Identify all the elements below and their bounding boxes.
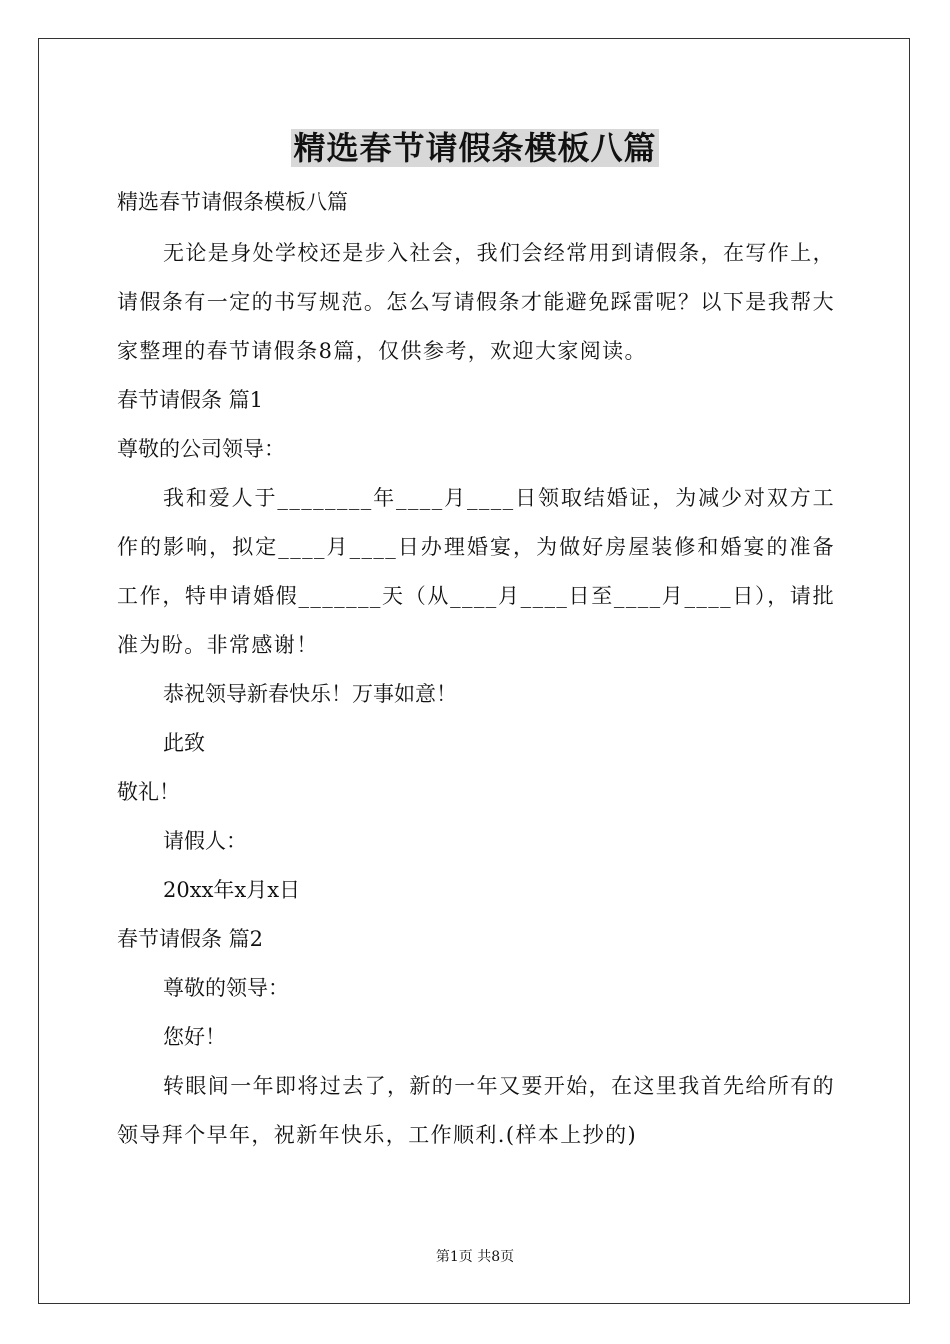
page-footer [0, 1247, 950, 1267]
section-heading-1: 春节请假条 篇1 [117, 388, 264, 412]
document-body [117, 178, 835, 1160]
document-title-text: 精选春节请假条模板八篇 [293, 129, 657, 167]
salutation-1: 尊敬的公司领导： [117, 437, 285, 461]
body-paragraph-2: 转眼间一年即将过去了，新的一年又要开始，在这里我首先给所有的领导拜个早年，祝新年快乐，工作顺利.(样本上抄的) [117, 1074, 835, 1147]
salutation-2: 尊敬的领导： [163, 976, 289, 1000]
closing-line-1: 此致 [163, 731, 205, 755]
document-title [0, 126, 950, 170]
closing-line-2: 敬礼！ [117, 780, 180, 804]
wishes-line: 恭祝领导新春快乐！万事如意！ [163, 682, 457, 706]
intro-paragraph: 无论是身处学校还是步入社会，我们会经常用到请假条，在写作上，请假条有一定的书写规范。怎么写请假条才能避免踩雷呢？以下是我帮大家整理的春节请假条8篇，仅供参考，欢迎大家阅读。 [117, 241, 835, 363]
document-subtitle: 精选春节请假条模板八篇 [117, 190, 348, 214]
section-heading-2: 春节请假条 篇2 [117, 927, 264, 951]
page-number-label: 第1页 共8页 [435, 1249, 515, 1265]
body-paragraph-1: 我和爱人于________年____月____日领取结婚证，为减少对双方工作的影响，拟定____月____日办理婚宴，为做好房屋装修和婚宴的准备工作，特申请婚假_______天（从____月____日至____月____日），请批准为盼。非常感谢！ [117, 486, 835, 657]
date-line: 20xx年x月x日 [163, 878, 301, 902]
applicant-line: 请假人： [163, 829, 247, 853]
greeting-line: 您好！ [163, 1025, 226, 1049]
